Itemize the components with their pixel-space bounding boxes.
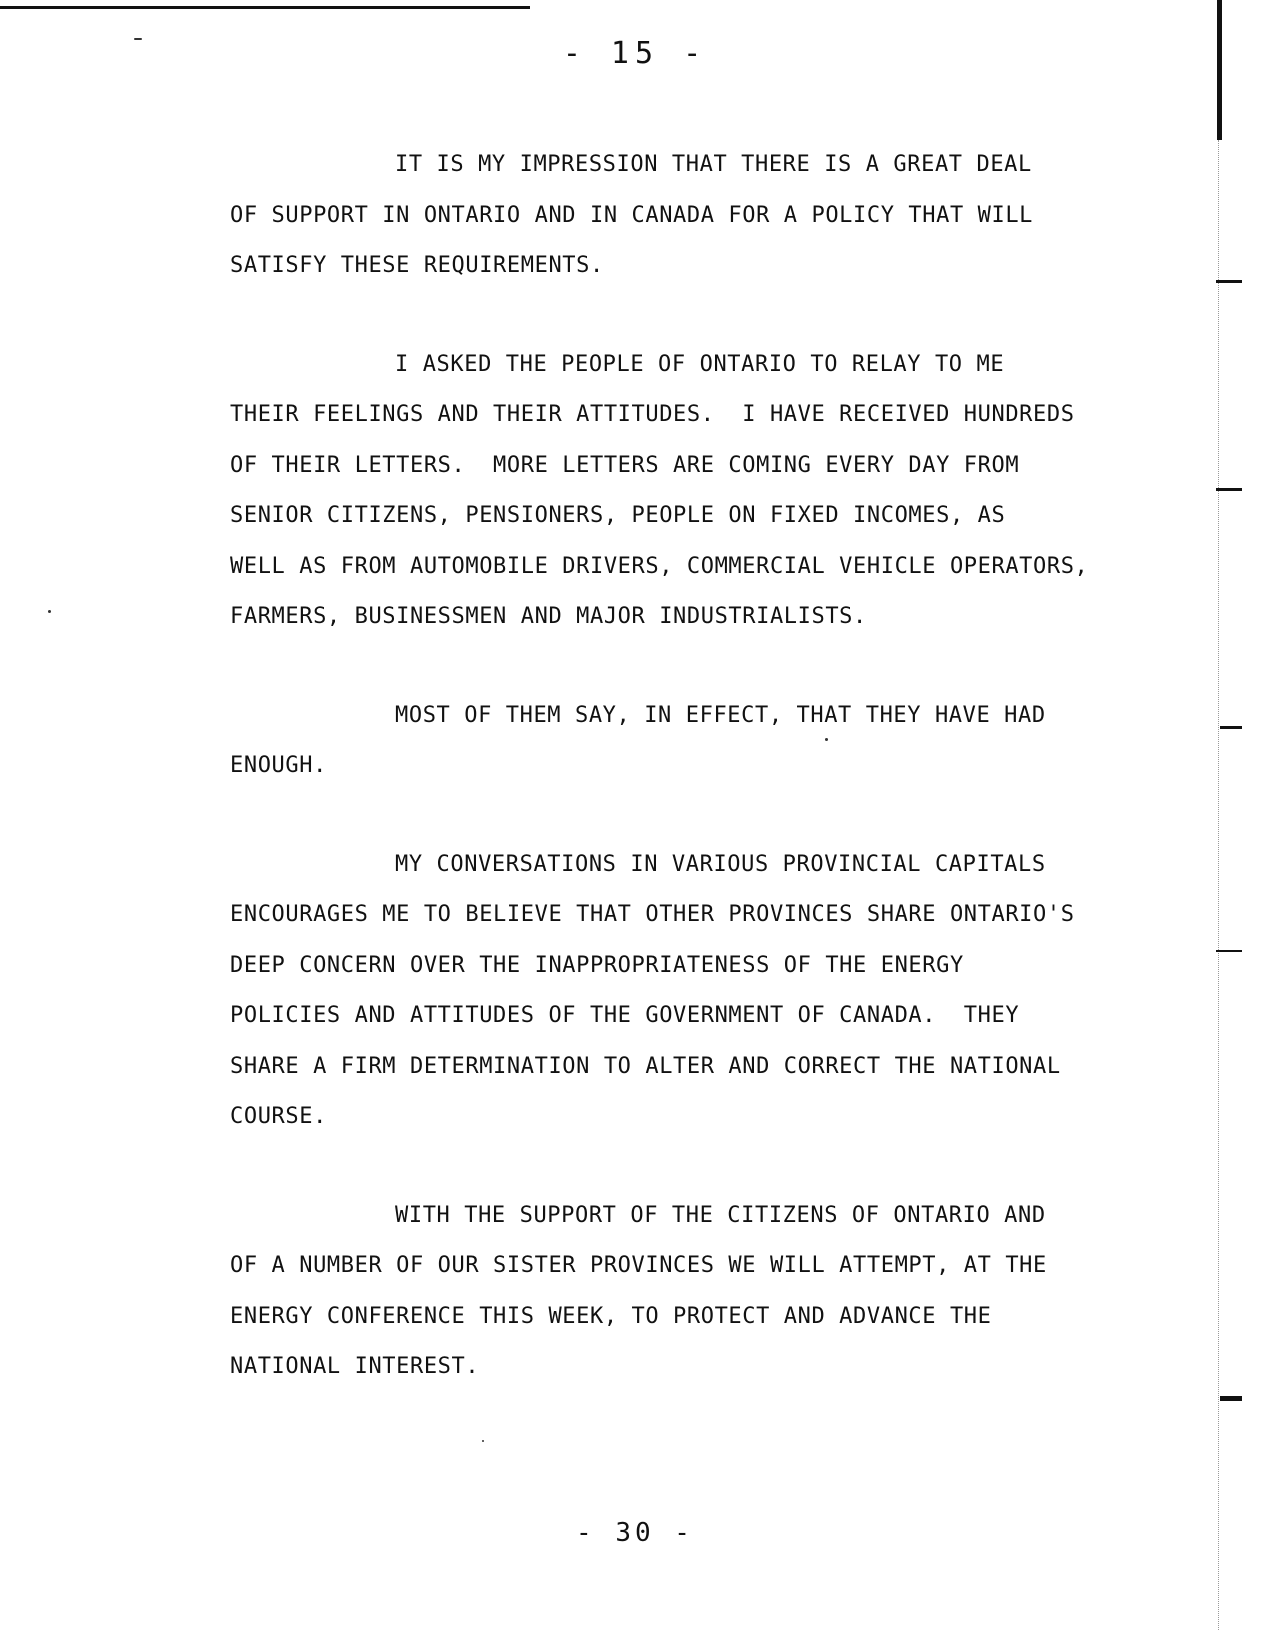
text-line: WITH THE SUPPORT OF THE CITIZENS OF ONTARIO AND: [395, 1202, 1046, 1228]
paragraph: [230, 1191, 1190, 1393]
margin-tick: [1216, 488, 1242, 491]
text-line: OF SUPPORT IN ONTARIO AND IN CANADA FOR A POLICY THAT WILL: [230, 202, 1034, 228]
text-line: OF THEIR LETTERS. MORE LETTERS ARE COMING EVERY DAY FROM: [230, 452, 1020, 478]
text-line: FARMERS, BUSINESSMEN AND MAJOR INDUSTRIALISTS.: [230, 604, 867, 629]
paragraph: [230, 140, 1190, 292]
top-scan-edge: [0, 6, 530, 9]
text-line: COURSE.: [230, 1104, 327, 1129]
margin-tick: [1220, 1396, 1242, 1401]
paragraph: [230, 691, 1190, 792]
page-header-number: - 15 -: [562, 36, 708, 71]
text-line: ENOUGH.: [230, 753, 327, 778]
text-line: POLICIES AND ATTITUDES OF THE GOVERNMENT OF CANADA. THEY: [230, 1003, 1020, 1028]
text-line: SHARE A FIRM DETERMINATION TO ALTER AND CORRECT THE NATIONAL: [230, 1053, 1061, 1079]
document-body: [230, 140, 1190, 1441]
page-footer-number: - 30 -: [576, 1518, 694, 1548]
text-line: SATISFY THESE REQUIREMENTS.: [230, 253, 604, 278]
text-line: MOST OF THEM SAY, IN EFFECT, THAT THEY HAVE HAD: [395, 702, 1046, 728]
text-line: MY CONVERSATIONS IN VARIOUS PROVINCIAL CAPITALS: [395, 851, 1046, 877]
right-margin-line: [1218, 140, 1220, 1630]
text-line: ENERGY CONFERENCE THIS WEEK, TO PROTECT AND ADVANCE THE: [230, 1303, 992, 1329]
text-line: WELL AS FROM AUTOMOBILE DRIVERS, COMMERCIAL VEHICLE OPERATORS,: [230, 553, 1089, 579]
margin-tick: [1216, 950, 1242, 952]
text-line: SENIOR CITIZENS, PENSIONERS, PEOPLE ON FIXED INCOMES, AS: [230, 503, 1006, 528]
text-line: OF A NUMBER OF OUR SISTER PROVINCES WE WILL ATTEMPT, AT THE: [230, 1253, 1047, 1278]
text-line: IT IS MY IMPRESSION THAT THERE IS A GREAT DEAL: [395, 152, 1032, 177]
text-line: I ASKED THE PEOPLE OF ONTARIO TO RELAY TO ME: [395, 351, 1005, 377]
scan-speck: [48, 610, 51, 613]
margin-tick: [1216, 280, 1242, 283]
text-line: NATIONAL INTEREST.: [230, 1354, 480, 1379]
text-line: DEEP CONCERN OVER THE INAPPROPRIATENESS OF THE ENERGY: [230, 952, 964, 978]
text-line: THEIR FEELINGS AND THEIR ATTITUDES. I HAVE RECEIVED HUNDREDS: [230, 402, 1075, 427]
paragraph: [230, 840, 1190, 1143]
paragraph: [230, 340, 1190, 643]
margin-tick: [1220, 726, 1242, 729]
text-line: ENCOURAGES ME TO BELIEVE THAT OTHER PROVINCES SHARE ONTARIO'S: [230, 902, 1075, 927]
